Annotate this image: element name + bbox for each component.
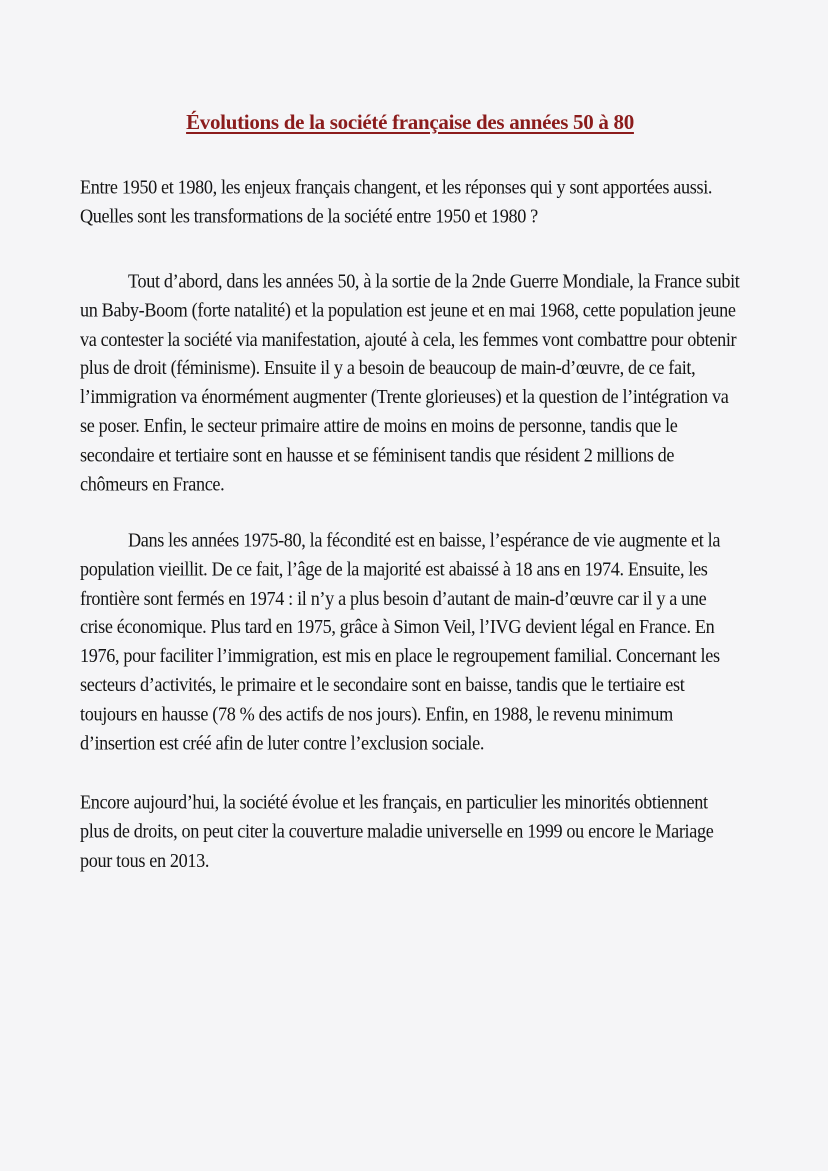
- conclusion-paragraph: Encore aujourd’hui, la société évolue et les français, en particulier les minorités obtiennent plus de droits, on peut citer la couverture maladie universelle en 1999 ou encore le Mariage pour tous en 2013.: [80, 791, 714, 872]
- introduction-paragraph: Entre 1950 et 1980, les enjeux français changent, et les réponses qui y sont apportées aussi. Quelles sont les transformations de la société entre 1950 et 1980 ?: [80, 176, 713, 227]
- paragraph-1975-80: Dans les années 1975-80, la fécondité est en baisse, l’espérance de vie augmente et la population vieillit. De ce fait, l’âge de la majorité est abaissé à 18 ans en 1974. Ensuite, les frontière sont fermés en 1974 : il n’y a plus besoin d’autant de main-d’œuvre car il y a une crise économique. Plus tard en 1975, grâce à Simon Veil, l’IVG devient légal en France. En 1976, pour faciliter l’immigration, est mis en place le regroupement familial. Concernant les secteurs d’activités, le primaire et le secondaire sont en baisse, tandis que le tertiaire est toujours en hausse (78 % des actifs de nos jours). Enfin, en 1988, le revenu minimum d’insertion est créé afin de luter contre l’exclusion sociale.: [80, 529, 721, 754]
- document-body: [80, 110, 740, 872]
- document-title: Évolutions de la société française des années 50 à 80: [186, 110, 634, 134]
- paragraph-1950s: Tout d’abord, dans les années 50, à la sortie de la 2nde Guerre Mondiale, la France subit un Baby-Boom (forte natalité) et la population est jeune et en mai 1968, cette population jeune va contester la société via manifestation, ajouté à cela, les femmes vont combattre pour obtenir plus de droit (féminisme). Ensuite il y a besoin de beaucoup de main-d’œuvre, de ce fait, l’immigration va énormément augmenter (Trente glorieuses) et la question de l’intégration va se poser. Enfin, le secteur primaire attire de moins en moins de personne, tandis que le secondaire et tertiaire sont en hausse et se féminisent tandis que résident 2 millions de chômeurs en France.: [80, 269, 740, 495]
